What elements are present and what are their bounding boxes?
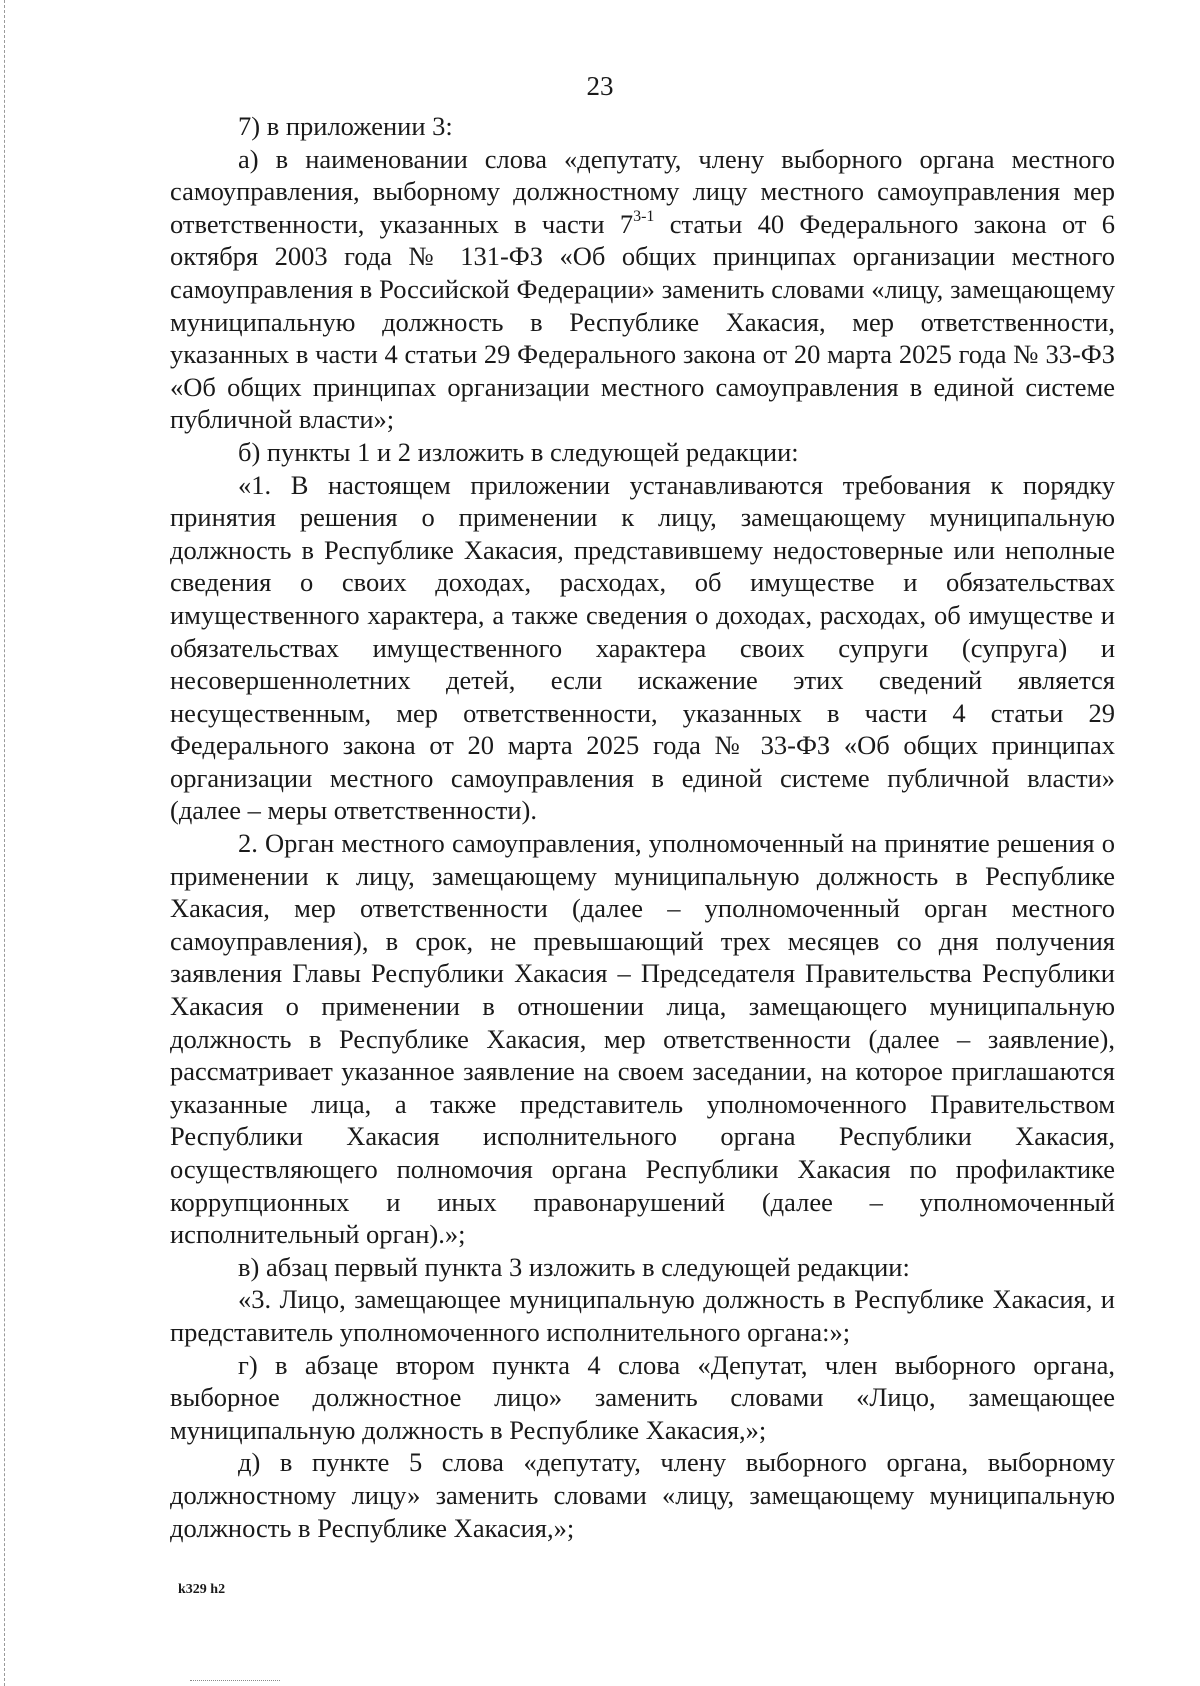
paragraph-subitem-d: д) в пункте 5 слова «депутату, члену выборного органа, выборному должностному лицу» заменить словами «лицу, замещающему муниципальную должность в Республике Хакасия,»; <box>170 1447 1115 1543</box>
superscript-index: 3-1 <box>633 207 655 225</box>
paragraph-point-1: «1. В настоящем приложении устанавливаются требования к порядку принятия решения о применении к лицу, замещающему муниципальную должность в Республике Хакасия, представившему недостоверные или неполные сведения о своих доходах, расходах, об имуществе и обязательствах имущественного характера, а также сведения о доходах, расходах, об имуществе и обязательствах имущественного характера своих супруги (супруга) и несовершеннолетних детей, если искажение этих сведений является несущественным, мер ответственности, указанных в части 4 статьи 29 Федерального закона от 20 марта 2025 года № 33-ФЗ «Об общих принципах организации местного самоуправления в единой системе публичной власти» (далее – меры ответственности). <box>170 469 1115 826</box>
paragraph-subitem-v: в) абзац первый пункта 3 изложить в следующей редакции: <box>238 1251 910 1282</box>
paragraph-subitem-g: г) в абзаце втором пункта 4 слова «Депутат, член выборного органа, выборное должностное лицо» заменить словами «Лицо, замещающее муниципальную должность в Республике Хакасия,»; <box>170 1349 1115 1445</box>
paragraph-point-2: 2. Орган местного самоуправления, уполномоченный на принятие решения о применении к лицу, замещающему муниципальную должность в Республике Хакасия, мер ответственности (далее – уполномоченный орган местного самоуправления), в срок, не превышающий трех месяцев со дня получения заявления Главы Республики Хакасия – Председателя Правительства Республики Хакасия о применении в отношении лица, замещающего муниципальную должность в Республике Хакасия, мер ответственности (далее – заявление), рассматривает указанное заявление на своем заседании, на которое приглашаются указанные лица, а также представитель уполномоченного Правительством Республики Хакасия исполнительного органа Республики Хакасия, осуществляющего полномочия органа Республики Хакасия по профилактике коррупционных и иных правонарушений (далее – уполномоченный исполнительный орган).»; <box>170 828 1115 1250</box>
paragraph-point-3: «3. Лицо, замещающее муниципальную должность в Республике Хакасия, и представитель уполномоченного исполнительного органа:»; <box>170 1284 1115 1347</box>
scan-bottom-mark <box>190 1680 280 1681</box>
paragraph-subitem-a-text-start: а) в наименовании слова «депутату, члену выборного органа местного самоуправления, выборному должностному лицу местного самоуправления мер ответственности, указанных в части 7 <box>170 143 1115 239</box>
paragraph-subitem-b: б) пункты 1 и 2 изложить в следующей редакции: <box>238 436 799 467</box>
page-number: 23 <box>586 71 614 101</box>
document-code: k329 h2 <box>178 1582 226 1597</box>
scan-edge-line <box>4 0 5 1686</box>
paragraph-subitem-a-text-end: статьи 40 Федерального закона от 6 октября 2003 года № 131-ФЗ «Об общих принципах организации местного самоуправления в Российской Федерации» заменить словами «лицу, замещающему муниципальную должность в Республике Хакасия, мер ответственности, указанных в части 4 статьи 29 Федерального закона от 20 марта 2025 года № 33-ФЗ «Об общих принципах организации местного самоуправления в единой системе публичной власти»; <box>170 208 1115 435</box>
document-body <box>170 110 1115 1544</box>
paragraph-subitem-a <box>170 143 1115 436</box>
paragraph-item-7: 7) в приложении 3: <box>238 111 453 141</box>
